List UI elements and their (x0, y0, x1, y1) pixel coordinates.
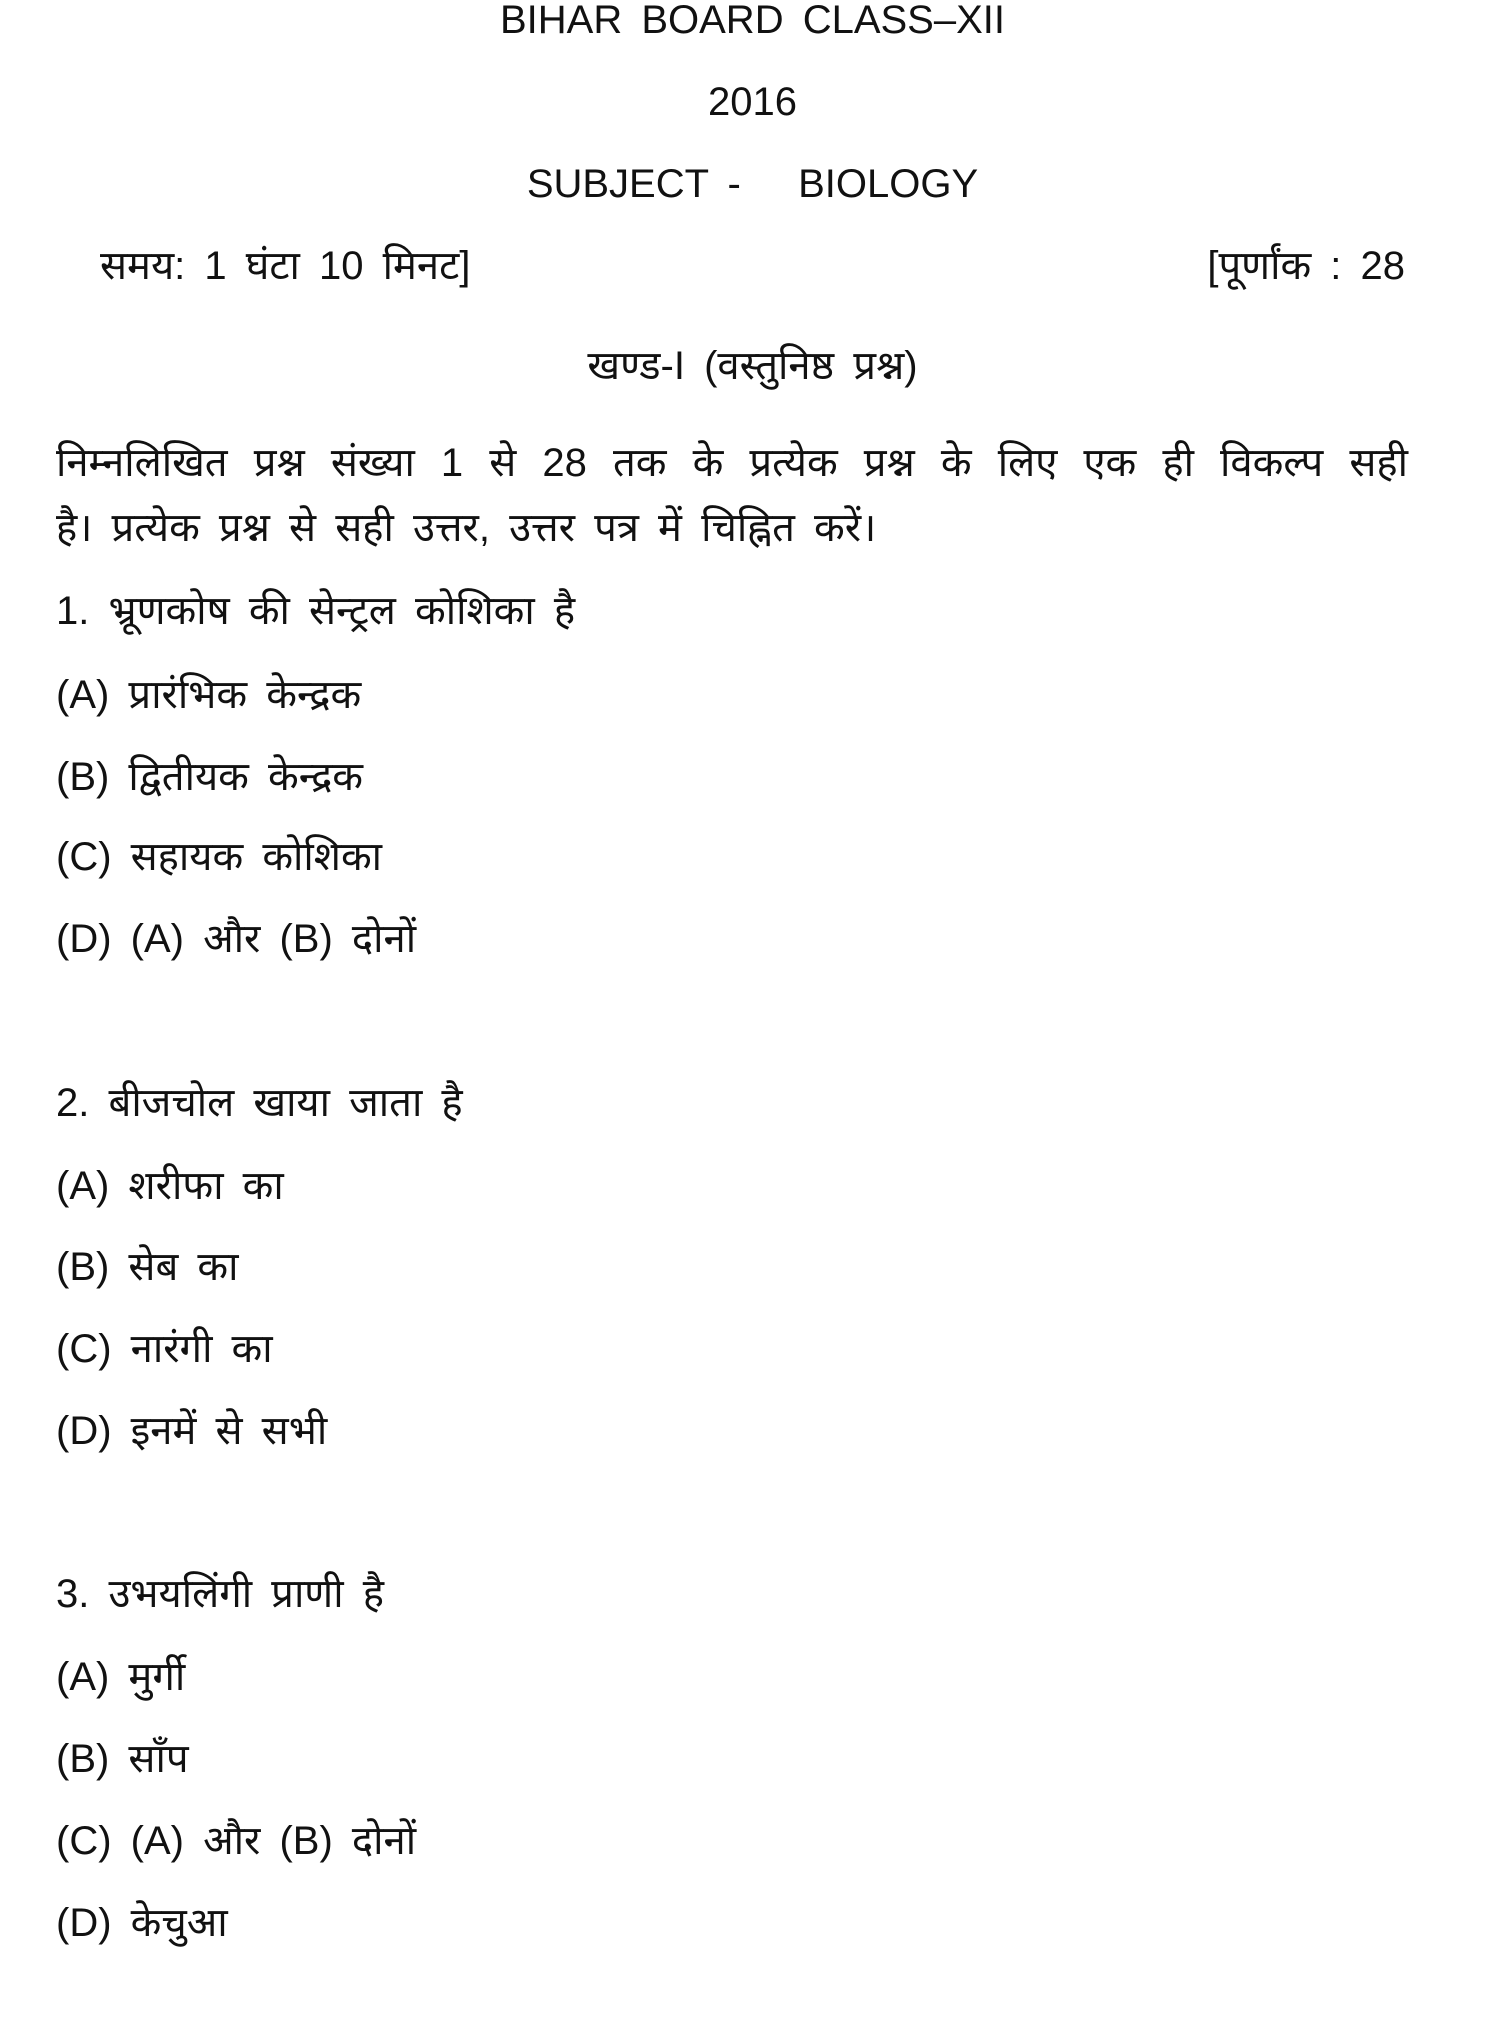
option-b: (B) द्वितीयक केन्द्रक (56, 755, 364, 799)
option-d: (D) केचुआ (56, 1901, 228, 1945)
option-c: (C) (A) और (B) दोनों (56, 1819, 417, 1863)
question-text: 1. भ्रूणकोष की सेन्ट्रल कोशिका है (56, 589, 576, 633)
question-text: 3. उभयलिंगी प्राणी है (56, 1572, 384, 1616)
time-allowed: समय: 1 घंटा 10 मिनट] (100, 244, 471, 288)
instructions-line-2: है। प्रत्येक प्रश्न से सही उत्तर, उत्तर पत्र में चिह्नित करें। (56, 506, 877, 550)
subject-title: SUBJECT - BIOLOGY (526, 162, 979, 206)
option-a: (A) मुर्गी (56, 1655, 186, 1699)
section-heading: खण्ड-I (वस्तुनिष्ठ प्रश्न) (587, 344, 918, 388)
option-a: (A) शरीफा का (56, 1164, 284, 1208)
instructions-line-1: निम्नलिखित प्रश्न संख्या 1 से 28 तक के प्रत्येक प्रश्न के लिए एक ही विकल्प सही (56, 441, 1408, 485)
option-d: (D) इनमें से सभी (56, 1409, 328, 1453)
option-b: (B) सेब का (56, 1245, 239, 1289)
exam-year: 2016 (708, 80, 797, 124)
question-text: 2. बीजचोल खाया जाता है (56, 1081, 463, 1125)
option-c: (C) नारंगी का (56, 1327, 273, 1371)
board-title: BIHAR BOARD CLASS–XII (499, 0, 1006, 42)
option-c: (C) सहायक कोशिका (56, 835, 383, 879)
full-marks: [पूर्णांक : 28 (1207, 244, 1405, 288)
option-b: (B) साँप (56, 1737, 189, 1781)
option-d: (D) (A) और (B) दोनों (56, 917, 417, 961)
option-a: (A) प्रारंभिक केन्द्रक (56, 673, 362, 717)
